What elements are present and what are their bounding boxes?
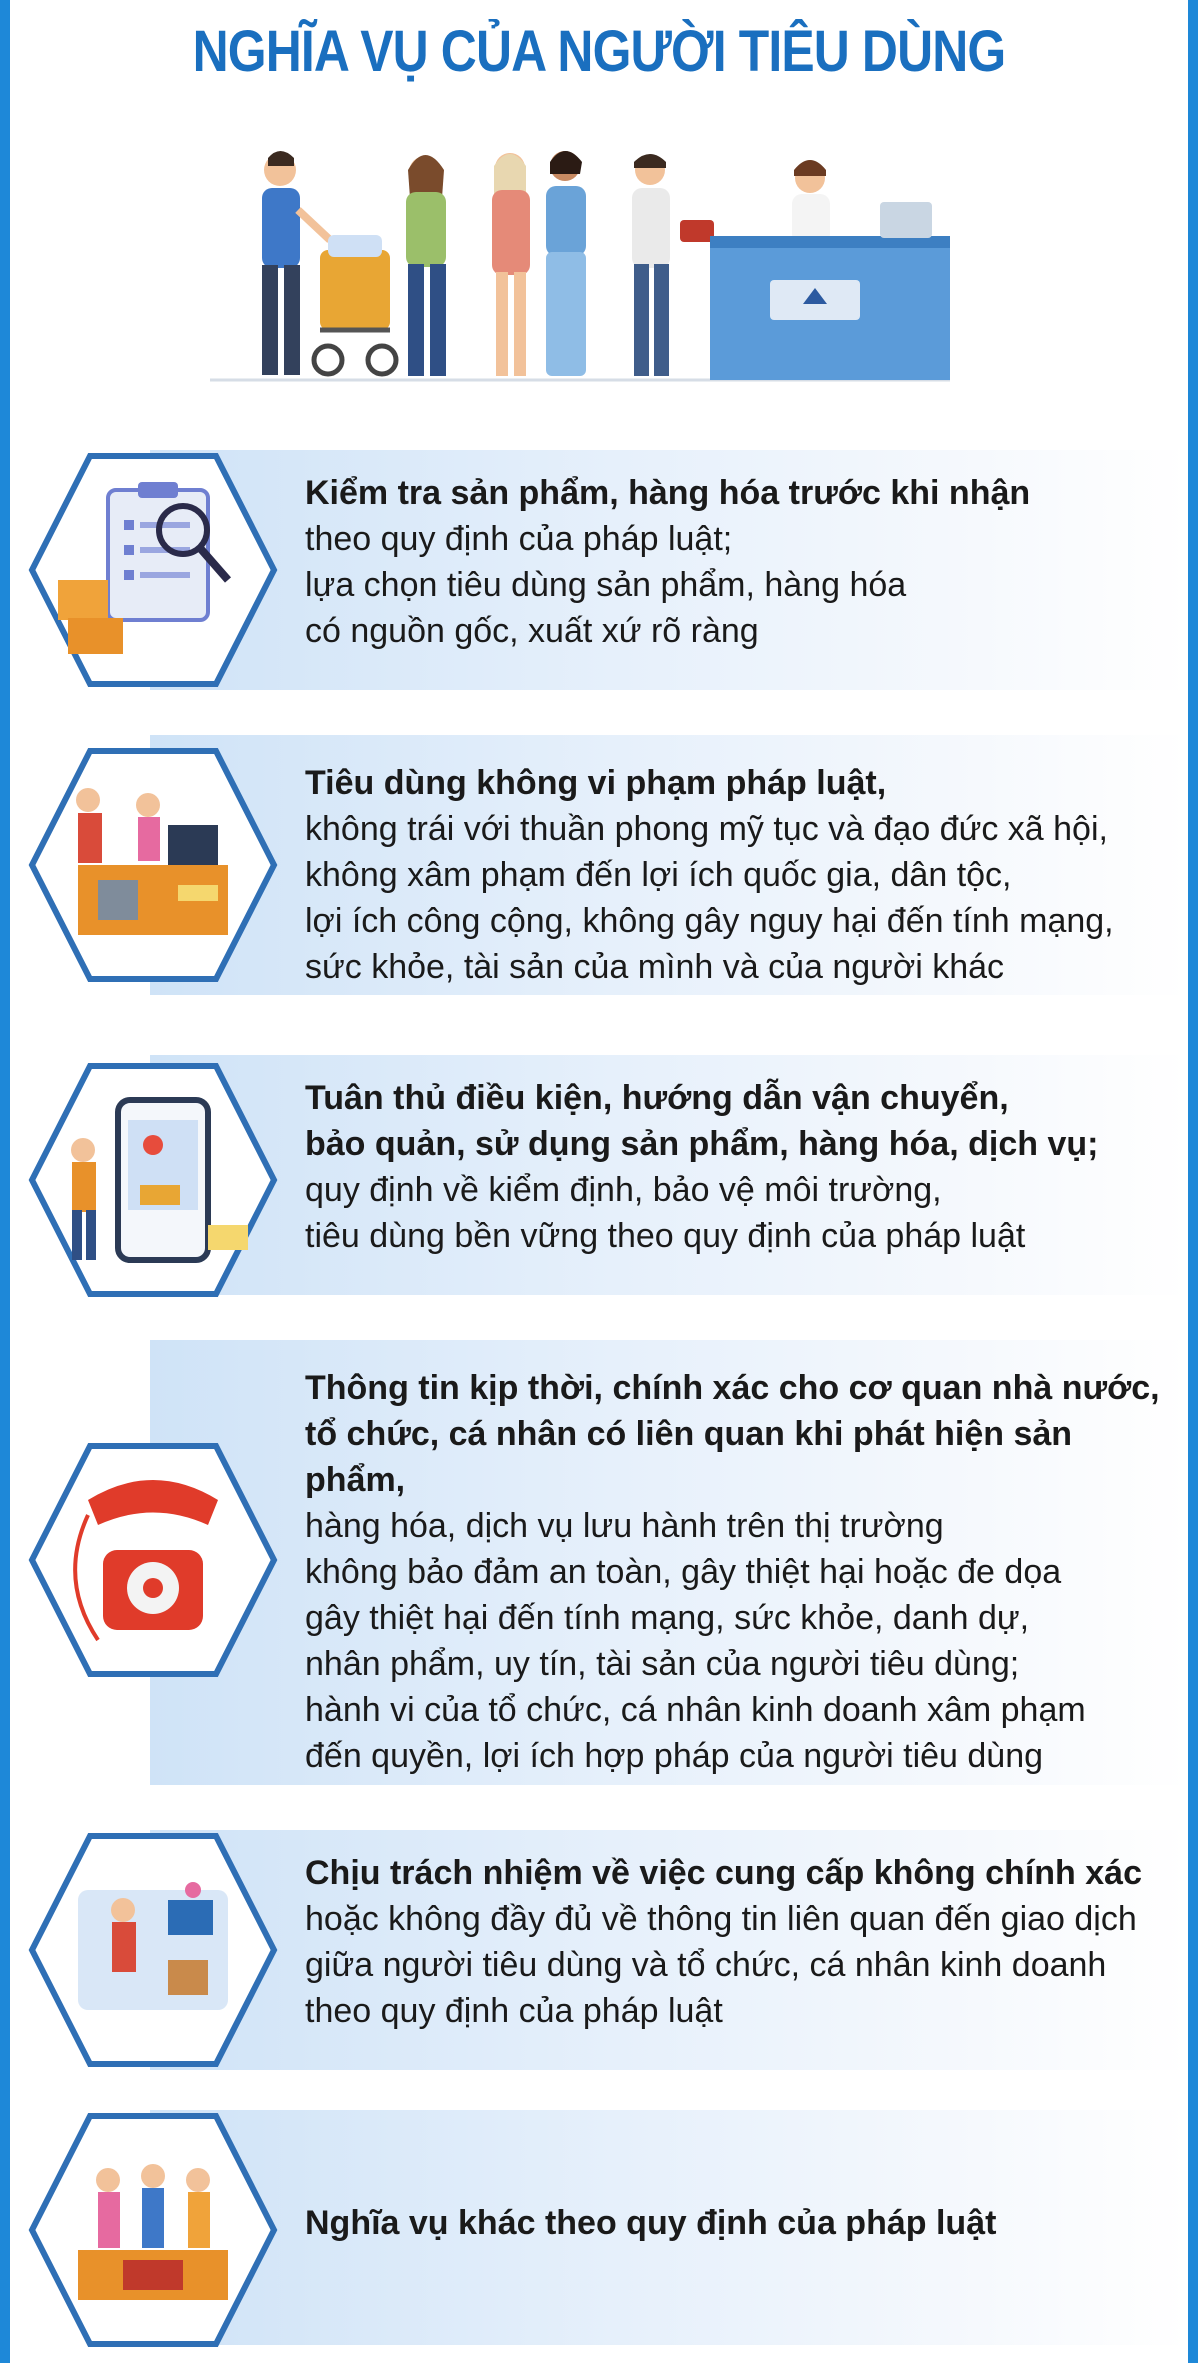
item-bold-line: Tuân thủ điều kiện, hướng dẫn vận chuyển, [305, 1079, 1009, 1117]
item-line: theo quy định của pháp luật [305, 1992, 723, 2030]
item-line: hoặc không đầy đủ về thông tin liên quan đến giao dịch [305, 1900, 1137, 1938]
item-line: không bảo đảm an toàn, gây thiệt hại hoặc đe dọa [305, 1553, 1062, 1591]
item-line: sức khỏe, tài sản của mình và của người khác [305, 948, 1005, 986]
item-line: nhân phẩm, uy tín, tài sản của người tiêu dùng; [305, 1645, 1020, 1683]
online-shopping-icon [78, 1882, 228, 2010]
item-line: hàng hóa, dịch vụ lưu hành trên thị trường [305, 1507, 944, 1545]
page-title: NGHĨA VỤ CỦA NGƯỜI TIÊU DÙNG [192, 19, 1006, 84]
item-line: có nguồn gốc, xuất xứ rõ ràng [305, 612, 759, 650]
item-line: đến quyền, lợi ích hợp pháp của người tiêu dùng [305, 1737, 1044, 1775]
item-hexagon [28, 1830, 278, 2070]
item-line: lựa chọn tiêu dùng sản phẩm, hàng hóa [305, 566, 907, 604]
item-line: theo quy định của pháp luật; [305, 520, 733, 558]
shoppers-checkout-illustration [210, 140, 970, 390]
item-bold-line: Tiêu dùng không vi phạm pháp luật, [305, 764, 887, 802]
item-bold-line: bảo quản, sử dụng sản phẩm, hàng hóa, dịch vụ; [305, 1125, 1099, 1163]
item-bold-line: Thông tin kịp thời, chính xác cho cơ quan nhà nước, [305, 1369, 1160, 1407]
item-line: gây thiệt hại đến tính mạng, sức khỏe, danh dự, [305, 1599, 1030, 1637]
obligation-item-4 [0, 1340, 1198, 1785]
item-bold-line: Kiểm tra sản phẩm, hàng hóa trước khi nhận [305, 474, 1031, 512]
item-hexagon [28, 450, 278, 690]
item-bold-line: Nghĩa vụ khác theo quy định của pháp luật [305, 2204, 997, 2242]
item-text [305, 2200, 1178, 2246]
item-text [305, 1365, 1178, 1779]
item-line: tiêu dùng bền vững theo quy định của pháp luật [305, 1217, 1026, 1255]
item-line: lợi ích công cộng, không gây nguy hại đến tính mạng, [305, 902, 1114, 940]
item-line: không xâm phạm đến lợi ích quốc gia, dân tộc, [305, 856, 1012, 894]
item-line: giữa người tiêu dùng và tổ chức, cá nhân kinh doanh [305, 1946, 1107, 1984]
item-hexagon [28, 1060, 278, 1300]
man-basket-icon [632, 154, 714, 376]
stroller-icon [314, 235, 396, 374]
item-line: hành vi của tổ chức, cá nhân kinh doanh xâm phạm [305, 1691, 1086, 1729]
item-text [305, 470, 1178, 654]
item-text [305, 760, 1178, 990]
obligation-item-2 [0, 735, 1198, 995]
item-line: không trái với thuần phong mỹ tục và đạo đức xã hội, [305, 810, 1108, 848]
obligation-item-3 [0, 1055, 1198, 1295]
woman-icon [406, 155, 446, 376]
item-bold-line: tổ chức, cá nhân có liên quan khi phát hiện sản phẩm, [305, 1415, 1073, 1499]
item-bold-line: Chịu trách nhiệm về việc cung cấp không chính xác [305, 1854, 1142, 1892]
item-line: quy định về kiểm định, bảo vệ môi trường, [305, 1171, 942, 1209]
obligation-item-6 [0, 2110, 1198, 2345]
obligation-item-1 [0, 450, 1198, 690]
item-hexagon [28, 2110, 278, 2350]
item-text [305, 1850, 1178, 2034]
man-icon [262, 151, 330, 375]
obligation-item-5 [0, 1830, 1198, 2070]
item-text [305, 1075, 1178, 1259]
woman-denim-icon [546, 151, 586, 376]
item-hexagon [28, 1440, 278, 1680]
checkout-counter-icon [710, 160, 950, 380]
woman-pink-icon [492, 153, 530, 376]
item-hexagon [28, 745, 278, 985]
shoppers-group-icon [78, 2164, 228, 2300]
